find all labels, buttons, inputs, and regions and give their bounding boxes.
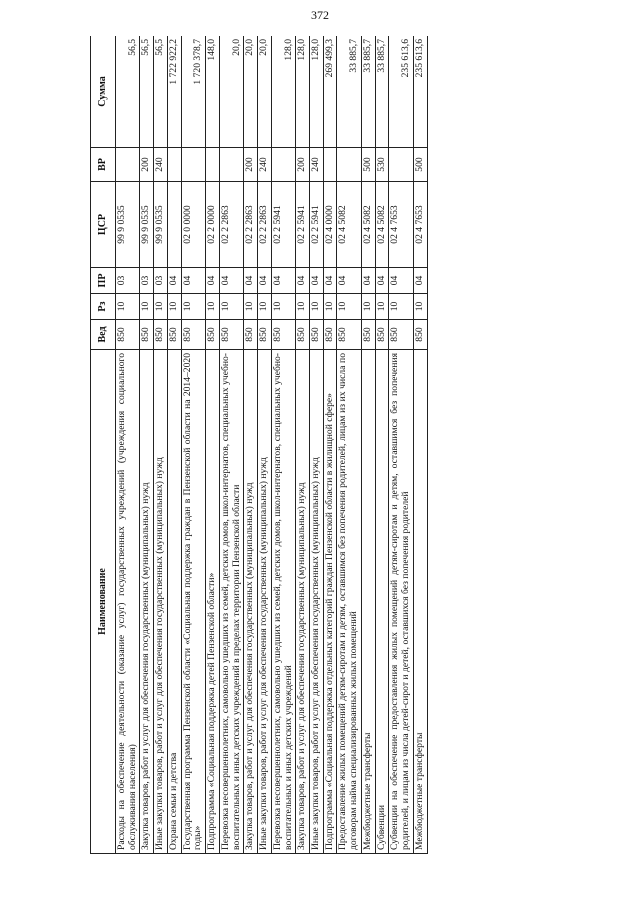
cell-csr: 99 9 0535 [154, 182, 168, 268]
cell-rz: 10 [140, 294, 154, 320]
cell-name: Подпрограмма «Социальная поддержка детей Пензенской области» [206, 350, 220, 854]
cell-vr [116, 148, 140, 182]
table-row [361, 36, 375, 854]
cell-sum: 20,0 [244, 36, 258, 148]
table-row [140, 36, 154, 854]
cell-name: Закупка товаров, работ и услуг для обеспечения государственных (муниципальных) нужд [140, 350, 154, 854]
cell-ved: 850 [258, 320, 272, 350]
cell-rz: 10 [323, 294, 337, 320]
cell-ved: 850 [154, 320, 168, 350]
cell-pr: 04 [296, 268, 310, 294]
cell-rz: 10 [244, 294, 258, 320]
cell-sum: 33 885,7 [361, 36, 375, 148]
cell-csr: 02 4 5082 [361, 182, 375, 268]
cell-rz: 10 [167, 294, 181, 320]
cell-pr: 04 [389, 268, 413, 294]
cell-pr: 03 [154, 268, 168, 294]
cell-pr: 03 [116, 268, 140, 294]
cell-csr: 02 2 5941 [296, 182, 310, 268]
cell-ved: 850 [271, 320, 295, 350]
cell-sum: 1 720 378,7 [181, 36, 205, 148]
table-row [323, 36, 337, 854]
cell-vr [181, 148, 205, 182]
cell-csr: 02 2 5941 [271, 182, 295, 268]
cell-name: Межбюджетные трансферты [413, 350, 427, 854]
cell-pr: 04 [244, 268, 258, 294]
cell-name: Закупка товаров, работ и услуг для обеспечения государственных (муниципальных) нужд [296, 350, 310, 854]
cell-pr: 04 [413, 268, 427, 294]
cell-ved: 850 [244, 320, 258, 350]
cell-rz: 10 [206, 294, 220, 320]
cell-vr [323, 148, 337, 182]
cell-vr: 530 [375, 148, 389, 182]
table-row [206, 36, 220, 854]
cell-ved: 850 [413, 320, 427, 350]
cell-csr: 02 4 7653 [389, 182, 413, 268]
header-pr: ПР [91, 268, 116, 294]
cell-sum: 56,5 [154, 36, 168, 148]
cell-ved: 850 [219, 320, 243, 350]
cell-rz: 10 [361, 294, 375, 320]
cell-vr [271, 148, 295, 182]
cell-ved: 850 [337, 320, 361, 350]
table-row [296, 36, 310, 854]
header-rz: Рз [91, 294, 116, 320]
cell-pr: 04 [361, 268, 375, 294]
cell-sum: 235 613,6 [389, 36, 413, 148]
cell-vr [206, 148, 220, 182]
header-vr: ВР [91, 148, 116, 182]
table-row [337, 36, 361, 854]
cell-csr: 02 2 5941 [310, 182, 324, 268]
cell-rz: 10 [116, 294, 140, 320]
cell-vr: 200 [244, 148, 258, 182]
cell-rz: 10 [389, 294, 413, 320]
table-row [389, 36, 413, 854]
cell-rz: 10 [375, 294, 389, 320]
cell-vr [167, 148, 181, 182]
cell-pr: 04 [271, 268, 295, 294]
table-row [244, 36, 258, 854]
table-row [271, 36, 295, 854]
cell-pr: 04 [206, 268, 220, 294]
cell-ved: 850 [323, 320, 337, 350]
cell-ved: 850 [389, 320, 413, 350]
cell-vr [219, 148, 243, 182]
table-row [167, 36, 181, 854]
cell-sum: 33 885,7 [337, 36, 361, 148]
cell-vr: 240 [310, 148, 324, 182]
cell-sum: 56,5 [140, 36, 154, 148]
cell-pr: 04 [181, 268, 205, 294]
cell-name: Подпрограмма «Социальная поддержка отдельных категорий граждан Пензенской области в жилищной сфере» [323, 350, 337, 854]
cell-vr [389, 148, 413, 182]
cell-csr [167, 182, 181, 268]
cell-csr: 02 2 2863 [258, 182, 272, 268]
cell-name: Субвенции на обеспечение предоставления жилых помещений детям-сиротам и детям, оставшимся без попечения родителей, и лицам из числа детей-сирот и детей, оставшихся без попечения родителей [389, 350, 413, 854]
table-body [116, 36, 428, 854]
cell-pr: 04 [310, 268, 324, 294]
header-sum: Сумма [91, 36, 116, 148]
cell-ved: 850 [181, 320, 205, 350]
cell-vr: 200 [140, 148, 154, 182]
cell-name: Перевозка несовершеннолетних, самовольно ушедших из семей, детских домов, школ-интернатов, специальных учебно-воспитательных и иных детских учреждений в пределах территории Пензенской области [219, 350, 243, 854]
cell-csr: 02 4 7653 [413, 182, 427, 268]
header-name: Наименование [91, 350, 116, 854]
cell-sum: 1 722 922,2 [167, 36, 181, 148]
table-row [375, 36, 389, 854]
cell-csr: 02 0 0000 [181, 182, 205, 268]
cell-sum: 56,5 [116, 36, 140, 148]
cell-ved: 850 [375, 320, 389, 350]
cell-rz: 10 [310, 294, 324, 320]
cell-ved: 850 [116, 320, 140, 350]
cell-pr: 04 [337, 268, 361, 294]
cell-ved: 850 [206, 320, 220, 350]
cell-csr: 02 4 5082 [337, 182, 361, 268]
rotated-table-container [90, 36, 585, 854]
cell-sum: 235 613,6 [413, 36, 427, 148]
cell-rz: 10 [219, 294, 243, 320]
cell-ved: 850 [361, 320, 375, 350]
cell-csr: 02 2 2863 [244, 182, 258, 268]
cell-rz: 10 [181, 294, 205, 320]
cell-vr: 500 [413, 148, 427, 182]
table-row [116, 36, 140, 854]
cell-vr: 200 [296, 148, 310, 182]
budget-table [90, 36, 428, 854]
cell-pr: 04 [375, 268, 389, 294]
cell-pr: 04 [258, 268, 272, 294]
cell-rz: 10 [296, 294, 310, 320]
cell-name: Иные закупки товаров, работ и услуг для обеспечения государственных (муниципальных) нужд [258, 350, 272, 854]
cell-name: Субвенции [375, 350, 389, 854]
cell-sum: 20,0 [219, 36, 243, 148]
header-csr: ЦСР [91, 182, 116, 268]
cell-name: Иные закупки товаров, работ и услуг для обеспечения государственных (муниципальных) нужд [310, 350, 324, 854]
cell-ved: 850 [140, 320, 154, 350]
cell-vr: 500 [361, 148, 375, 182]
cell-sum: 33 885,7 [375, 36, 389, 148]
rotated-page-area [90, 36, 585, 854]
cell-name: Государственная программа Пензенской области «Социальная поддержка граждан в Пензенской области на 2014–2020 годы» [181, 350, 205, 854]
table-row [154, 36, 168, 854]
cell-vr [337, 148, 361, 182]
cell-name: Межбюджетные трансферты [361, 350, 375, 854]
cell-pr: 04 [219, 268, 243, 294]
cell-sum: 128,0 [271, 36, 295, 148]
cell-name: Перевозка несовершеннолетних, самовольно ушедших из семей, детских домов, школ-интернатов, специальных учебно-воспитательных и иных детских учреждений [271, 350, 295, 854]
cell-csr: 99 9 0535 [116, 182, 140, 268]
header-ved: Вед [91, 320, 116, 350]
cell-csr: 02 2 2863 [219, 182, 243, 268]
page-number: 372 [311, 8, 329, 22]
cell-rz: 10 [337, 294, 361, 320]
cell-vr: 240 [258, 148, 272, 182]
cell-name: Иные закупки товаров, работ и услуг для обеспечения государственных (муниципальных) нужд [154, 350, 168, 854]
cell-pr: 03 [140, 268, 154, 294]
cell-rz: 10 [413, 294, 427, 320]
cell-vr: 240 [154, 148, 168, 182]
cell-rz: 10 [154, 294, 168, 320]
cell-ved: 850 [296, 320, 310, 350]
cell-sum: 128,0 [296, 36, 310, 148]
table-row [181, 36, 205, 854]
cell-ved: 850 [167, 320, 181, 350]
cell-sum: 269 499,3 [323, 36, 337, 148]
cell-rz: 10 [258, 294, 272, 320]
table-row [310, 36, 324, 854]
table-row [413, 36, 427, 854]
cell-name: Закупка товаров, работ и услуг для обеспечения государственных (муниципальных) нужд [244, 350, 258, 854]
cell-name: Предоставление жилых помещений детям-сиротам и детям, оставшимся без попечения родителей, лицам из их числа по договорам найма специализированных жилых помещений [337, 350, 361, 854]
cell-csr: 99 9 0535 [140, 182, 154, 268]
table-header-row [91, 36, 116, 854]
cell-name: Расходы на обеспечение деятельности (оказание услуг) государственных учреждений (учреждения социального обслуживания населения) [116, 350, 140, 854]
cell-csr: 02 4 0000 [323, 182, 337, 268]
cell-csr: 02 4 5082 [375, 182, 389, 268]
cell-pr: 04 [323, 268, 337, 294]
cell-name: Охрана семьи и детства [167, 350, 181, 854]
table-row [219, 36, 243, 854]
table-row [258, 36, 272, 854]
cell-sum: 20,0 [258, 36, 272, 148]
cell-sum: 148,0 [206, 36, 220, 148]
cell-pr: 04 [167, 268, 181, 294]
cell-rz: 10 [271, 294, 295, 320]
cell-sum: 128,0 [310, 36, 324, 148]
cell-csr: 02 2 0000 [206, 182, 220, 268]
cell-ved: 850 [310, 320, 324, 350]
